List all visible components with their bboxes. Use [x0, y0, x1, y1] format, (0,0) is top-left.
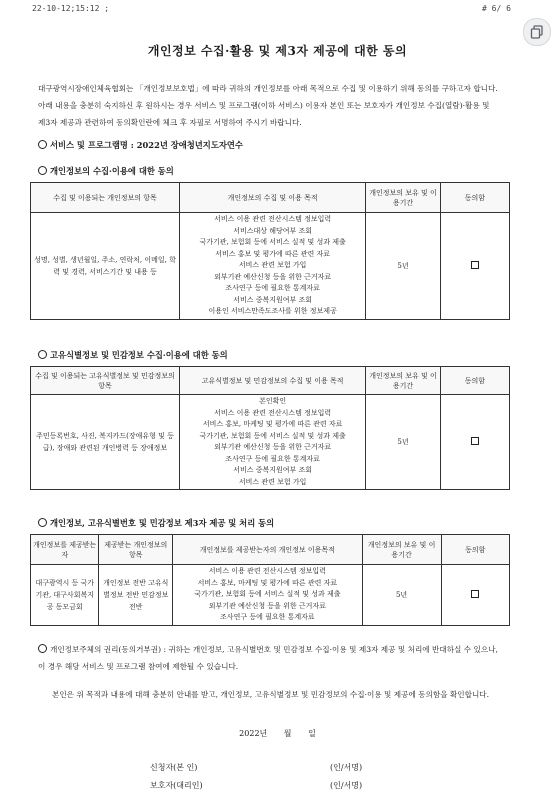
period-cell: 5년	[362, 565, 441, 626]
intro-paragraph: 대구광역시장애인체육협회는 「개인정보보호법」에 따라 귀하의 개인정보를 아래 목적으로 수집 및 이용하기 위해 동의를 구하고자 합니다. 아래 내용을 충분히 숙지하신 후 원하시는 경우 서비스 및 프로그램(이하 서비스) 이용자 본인 또는 보호자가 개인정보 수집(열람)·활용 및 제3자 제공과 관련하여 동의확인란에 체크 후 자필로 서명하여 주시기 바랍니다.	[38, 84, 498, 127]
guardian-signature[interactable]: (인/서명)	[330, 781, 363, 790]
period-cell: 5년	[366, 213, 441, 320]
bullet-icon	[38, 350, 47, 359]
applicant-label: 신청자(본 인)	[150, 763, 198, 772]
item-cell: 개인정보 전반 고유식별정보 전반 민감정보 전반	[99, 565, 173, 626]
confirmation-text: 본인은 위 목적과 내용에 대해 충분히 안내를 받고, 개인정보, 고유식별정보 및 민감정보의 수집·이용 및 제공에 동의함을 확인합니다.	[52, 690, 490, 699]
col-header: 제공받는 개인정보의 항목	[99, 535, 173, 565]
purpose-cell: 서비스 이용 관련 전산시스템 정보입력 서비스대상 해당여부 조회 국가기관, 보험회 등에 서비스 실적 및 성과 제출 서비스 홍보 및 평가에 따른 관련 자료 서비스 관련 보험 가입 외부기관 예산신청 등을 위한 근거자료 조사연구 등에 필요한 통계자료 서비스 중복지원여부 조회 이용인 서비스만족도조사를 위한 정보제공	[180, 213, 366, 320]
col-header: 고유식별정보 및 민감정보의 수집 및 이용 목적	[180, 367, 366, 395]
purpose-cell: 본인확인 서비스 이용 관련 전산시스템 정보입력 서비스 홍보, 마케팅 및 평가에 따른 관련 자료 국가기관, 보험회 등에 서비스 실적 및 성과 제출 외부기관 예산신청 등을 위한 근거자료 조사연구 등에 필요한 통계자료 서비스 중복지원여부 조회 서비스 관련 보험 가입	[180, 395, 366, 490]
col-header: 개인정보를 제공받는자의 개인정보 이용목적	[173, 535, 362, 565]
col-header: 개인정보의 보유 및 이용기간	[362, 535, 441, 565]
bullet-icon	[38, 166, 47, 175]
recipient-cell: 대구광역시 등 국가기관, 대구사회복지공 동모금회	[31, 565, 99, 626]
applicant-signature[interactable]: (인/서명)	[330, 763, 363, 772]
fax-timestamp: 22-10-12;15:12 ;	[32, 4, 110, 13]
guardian-label: 보호자(대리인)	[150, 781, 203, 790]
section3-heading: 개인정보, 고유식별번호 및 민감정보 제3자 제공 및 처리 동의	[38, 517, 274, 529]
fax-page-number: # 6/ 6	[482, 4, 511, 13]
section1-table	[30, 182, 510, 320]
agree-cell	[441, 565, 509, 626]
col-header: 개인정보를 제공받는자	[31, 535, 99, 565]
section3-table	[30, 534, 510, 626]
col-header: 동의함	[441, 535, 509, 565]
right-to-refuse: 개인정보주체의 권리(동의거부권) : 귀하는 개인정보, 고유식별번호 및 민감정보 수집·이용 및 제3자 제공 및 처리에 반대하실 수 있으나, 이 경우 해당 서비스 및 프로그램 참여에 제한될 수 있습니다.	[38, 645, 498, 671]
document-title: 개인정보 수집·활용 및 제3자 제공에 대한 동의	[147, 44, 408, 58]
section1-heading: 개인정보의 수집·이용에 대한 동의	[38, 165, 174, 177]
col-header: 개인정보의 수집 및 이용 목적	[180, 183, 366, 213]
agree-checkbox[interactable]	[471, 261, 479, 269]
col-header: 수집 및 이용되는 고유식별정보 및 민감정보의 항목	[31, 367, 180, 395]
section2-table	[30, 366, 510, 490]
section2-heading: 고유식별정보 및 민감정보 수집·이용에 대한 동의	[38, 349, 228, 361]
agree-checkbox[interactable]	[471, 590, 479, 598]
agree-cell	[440, 213, 509, 320]
agree-cell	[440, 395, 509, 490]
col-header: 수집 및 이용되는 개인정보의 항목	[31, 183, 180, 213]
signature-date: 2022년 월 일	[239, 729, 316, 738]
service-line	[38, 139, 243, 151]
purpose-cell: 서비스 이용 관련 전산시스템 정보입력 서비스 홍보, 마케팅 및 평가에 따른 관련 자료 국가기관, 보험회 등에 서비스 실적 및 성과 제출 외부기관 예산신청 등을 위한 근거자료 조사연구 등에 필요한 통계자료	[173, 565, 362, 626]
bullet-icon	[38, 644, 47, 653]
item-cell: 성명, 성별, 생년월일, 주소, 연락처, 이메일, 학력 및 경력, 서비스기간 및 내용 등	[31, 213, 180, 320]
bullet-icon	[38, 140, 47, 149]
col-header: 동의함	[440, 367, 509, 395]
col-header: 개인정보의 보유 및 이용기간	[366, 367, 441, 395]
fax-header	[0, 4, 555, 16]
col-header: 동의함	[440, 183, 509, 213]
service-name: 서비스 및 프로그램명 : 2022년 장애청년지도자연수	[50, 140, 243, 150]
bullet-icon	[38, 518, 47, 527]
period-cell: 5년	[366, 395, 441, 490]
item-cell: 주민등록번호, 사진, 복지카드(장애유형 및 등급), 장애와 관련된 개인병력 등 장애정보	[31, 395, 180, 490]
col-header: 개인정보의 보유 및 이용기간	[366, 183, 441, 213]
agree-checkbox[interactable]	[471, 437, 479, 445]
